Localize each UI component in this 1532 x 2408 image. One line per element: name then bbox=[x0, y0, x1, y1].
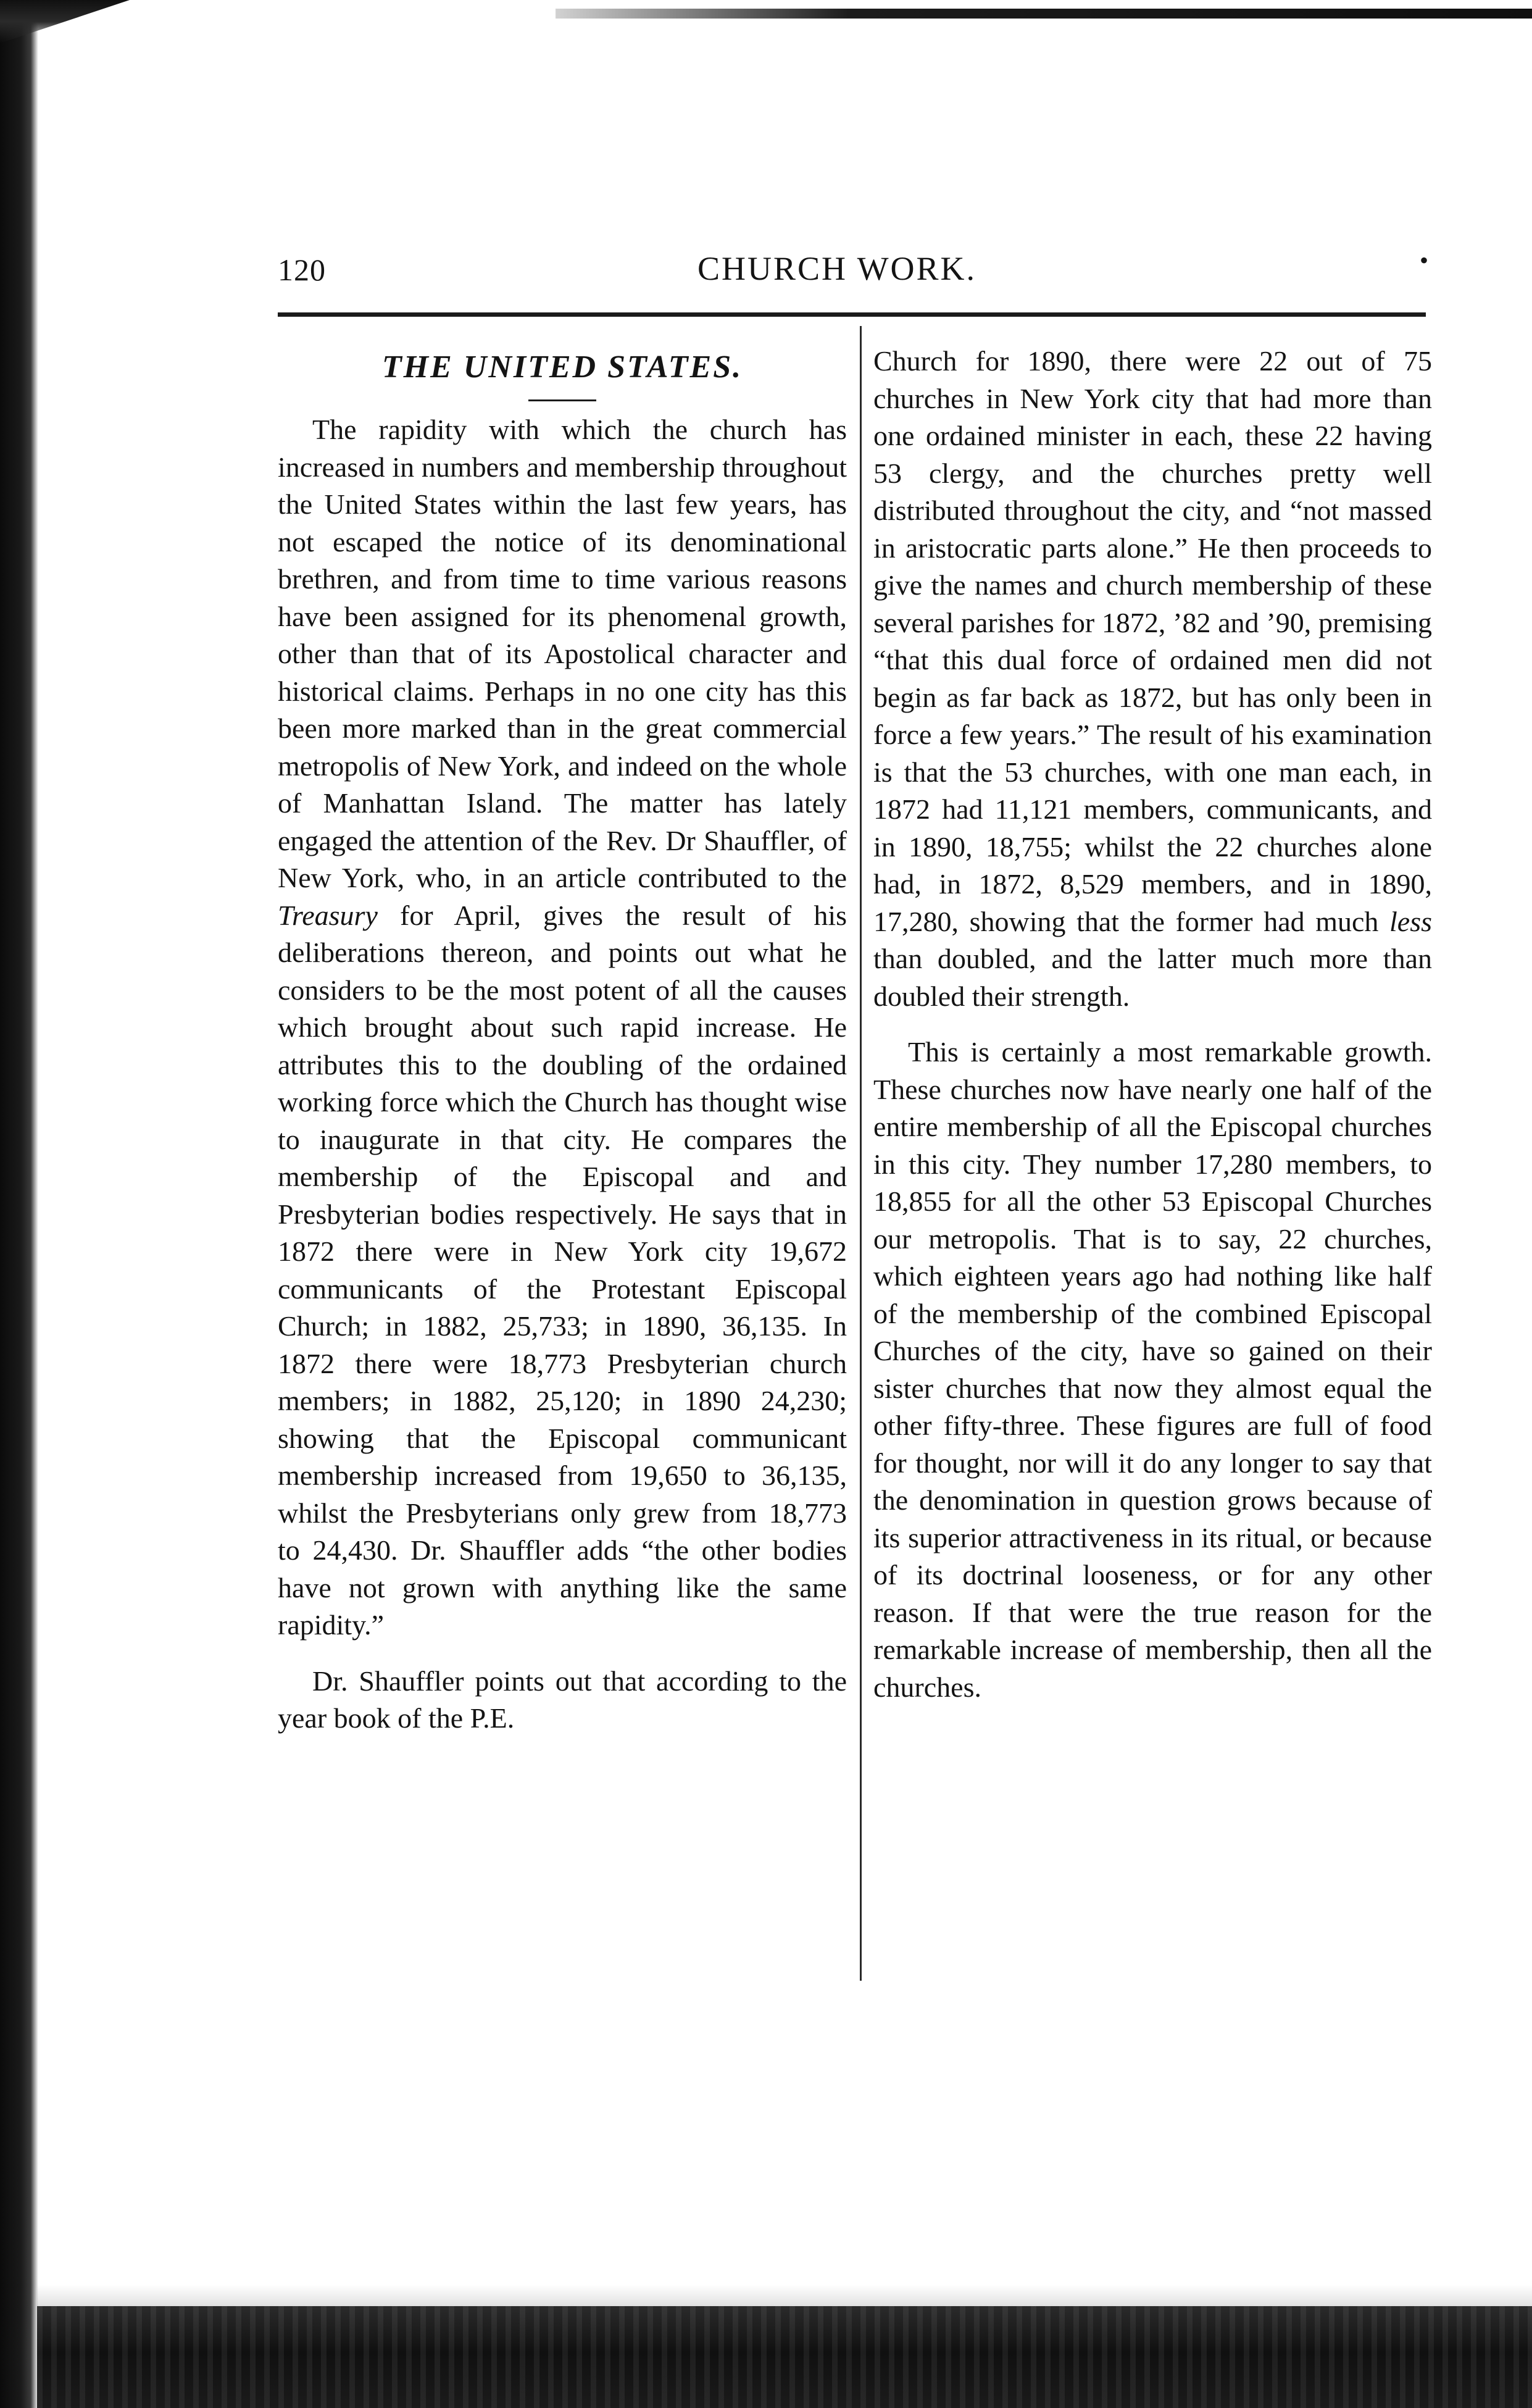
right-column bbox=[873, 343, 1432, 1706]
scan-top-corner bbox=[0, 0, 130, 43]
scan-top-edge bbox=[556, 9, 1532, 19]
heading-rule bbox=[528, 399, 596, 401]
running-title: CHURCH WORK. bbox=[697, 250, 977, 287]
bullet-ornament-icon: • bbox=[1420, 246, 1429, 274]
article-heading: THE UNITED STATES. bbox=[381, 349, 743, 385]
paragraph-1 bbox=[278, 411, 847, 1644]
paragraph-1-text-a: The rapidity with which the church has increased in numbers and membership throughout the United States within the last few years, has not escaped the notice of its denominational brethren, and from time to time various reasons have been assigned for its phenomenal growth, other than that of its Apostolical character and historical claims. Perhaps in no one city has this been more marked than in the great commercial metropolis of New York, and indeed on the whole of Manhattan Island. The matter has lately engaged the attention of the Rev. Dr Shauffler, of New York, who, in an article contributed to the bbox=[278, 414, 847, 893]
page-number: 120 bbox=[278, 253, 326, 287]
paragraph-2-start: Dr. Shauffler points out that according to the year book of the P.E. bbox=[278, 1665, 847, 1734]
column-divider bbox=[860, 326, 862, 1981]
paragraph-3: This is certainly a most remarkable growth. These churches now have nearly one half of the entire membership of all the Episcopal churches in this city. They number 17,280 members, to 18,855 for all the other 53 Episcopal Churches our metropolis. That is to say, 22 churches, which eighteen years ago had nothing like half of the membership of the combined Episcopal Churches of the city, have so gained on their sister churches that now they almost equal the other fifty-three. These figures are full of food for thought, nor will it do any longer to say that the denomination in question grows because of its superior attractiveness in its ritual, or because of its doctrinal looseness, or for any other reason. If that were the true reason for the remarkable increase of membership, then all the churches. bbox=[873, 1036, 1432, 1703]
header-rule bbox=[278, 312, 1426, 317]
treasury-title: Treasury bbox=[278, 899, 378, 931]
left-column bbox=[278, 343, 847, 1737]
paragraph-2-text-b: than doubled, and the latter much more than doubled their strength. bbox=[873, 943, 1432, 1012]
paragraph-2-continued bbox=[873, 343, 1432, 1015]
paragraph-2-text-a: Church for 1890, there were 22 out of 75 churches in New York city that had more than one ordained minister in each, these 22 having 53 clergy, and the churches pretty well distributed throughout the city, and “not massed in aristocratic parts alone.” He then proceeds to give the names and church membership of these several parishes for 1872, ’82 and ’90, premising “that this dual force of ordained men did not begin as far back as 1872, but has only been in force a few years.” The result of his examination is that the 53 churches, with one man each, in 1872 had 11,121 members, communicants, and in 1890, 18,755; whilst the 22 churches alone had, in 1872, 8,529 members, and in 1890, 17,280, showing that the former had much bbox=[873, 345, 1432, 937]
scan-bottom-edge bbox=[37, 2306, 1532, 2408]
scan-bottom-shadow bbox=[37, 2285, 1532, 2309]
paragraph-1-text-b: for April, gives the result of his deliberations thereon, and points out what he considers to be the most potent of all the causes which brought about such rapid increase. He attributes this to the doubling of the ordained working force which the Church has thought wise to inaugurate in that city. He compares the membership of the Episcopal and and Presbyterian bodies respectively. He says that in 1872 there were in New York city 19,672 communicants of the Protestant Episcopal Church; in 1882, 25,733; in 1890, 36,135. In 1872 there were 18,773 Presbyterian church members; in 1882, 25,120; in 1890 24,230; showing that the Episcopal communicant membership increased from 19,650 to 36,135, whilst the Presbyterians only grew from 18,773 to 24,430. Dr. Shauffler adds “the other bodies have not grown with anything like the same rapidity.” bbox=[278, 899, 847, 1641]
page-header bbox=[265, 241, 1438, 290]
emphasis-less: less bbox=[1389, 905, 1432, 937]
scan-left-edge bbox=[0, 0, 38, 2408]
